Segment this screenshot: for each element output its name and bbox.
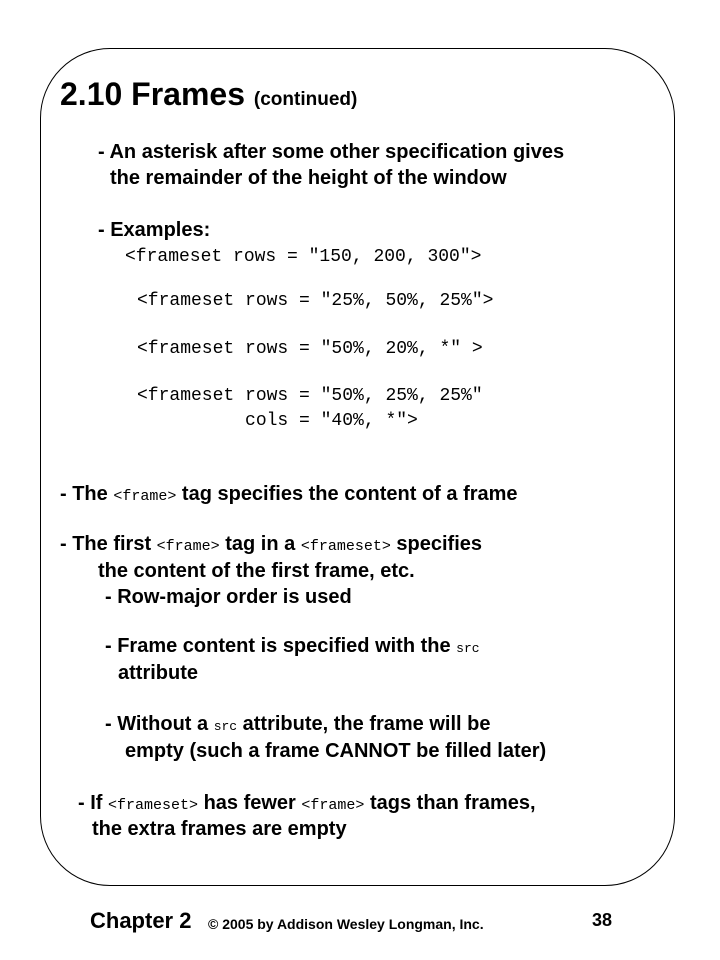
text-segment: specifies	[390, 533, 482, 555]
text-segment: - Without a	[105, 713, 214, 735]
example-code-1: <frameset rows = "150, 200, 300">	[125, 247, 482, 267]
title-main: 2.10 Frames	[60, 76, 246, 112]
example-code-3: <frameset rows = "50%, 20%, *" >	[137, 339, 483, 359]
footer-chapter: Chapter 2	[90, 908, 192, 933]
examples-label: - Examples:	[98, 219, 211, 241]
text-segment: - If	[78, 792, 108, 814]
src-attr-line2: attribute	[118, 662, 198, 684]
example-code-4: <frameset rows = "50%, 25%, 25%"	[137, 386, 483, 406]
inline-code-frameset: <frameset>	[108, 797, 199, 814]
footer-copyright: © 2005 by Addison Wesley Longman, Inc.	[208, 916, 484, 932]
bullet-asterisk-line2: the remainder of the height of the window	[110, 167, 507, 189]
first-frame-line2: the content of the first frame, etc.	[98, 560, 415, 582]
text-segment: tags than frames,	[364, 792, 536, 814]
inline-code-frame: <frame>	[113, 488, 177, 505]
frame-tag-description	[60, 484, 518, 504]
example-code-2: <frameset rows = "25%, 50%, 25%">	[137, 291, 494, 311]
text-segment: has fewer	[198, 792, 302, 814]
without-src-line1	[105, 714, 490, 734]
text-segment: - Frame content is specified with the	[105, 635, 457, 657]
first-frame-line1	[60, 534, 482, 554]
inline-code-frame: <frame>	[301, 797, 365, 814]
text-segment: attribute, the frame will be	[237, 713, 491, 735]
without-src-line2: empty (such a frame CANNOT be filled later)	[125, 740, 547, 762]
fewer-tags-line1	[78, 793, 536, 813]
text-segment: tag in a	[219, 533, 301, 555]
src-attr-line1	[105, 636, 480, 656]
fewer-tags-line2: the extra frames are empty	[92, 818, 347, 840]
slide-title	[60, 78, 357, 110]
text-segment: - The first	[60, 533, 157, 555]
text-segment: tag specifies the content of a frame	[176, 483, 518, 505]
bullet-asterisk-line1: - An asterisk after some other specification gives	[98, 141, 565, 163]
text-segment: - The	[60, 483, 114, 505]
row-major-note: - Row-major order is used	[105, 586, 352, 608]
inline-code-frame: <frame>	[156, 538, 220, 555]
page-number: 38	[592, 910, 613, 930]
title-suffix: (continued)	[253, 89, 358, 110]
example-code-5: cols = "40%, *">	[137, 411, 418, 431]
inline-code-src: src	[456, 641, 480, 656]
inline-code-frameset: <frameset>	[300, 538, 391, 555]
inline-code-src: src	[213, 719, 238, 734]
